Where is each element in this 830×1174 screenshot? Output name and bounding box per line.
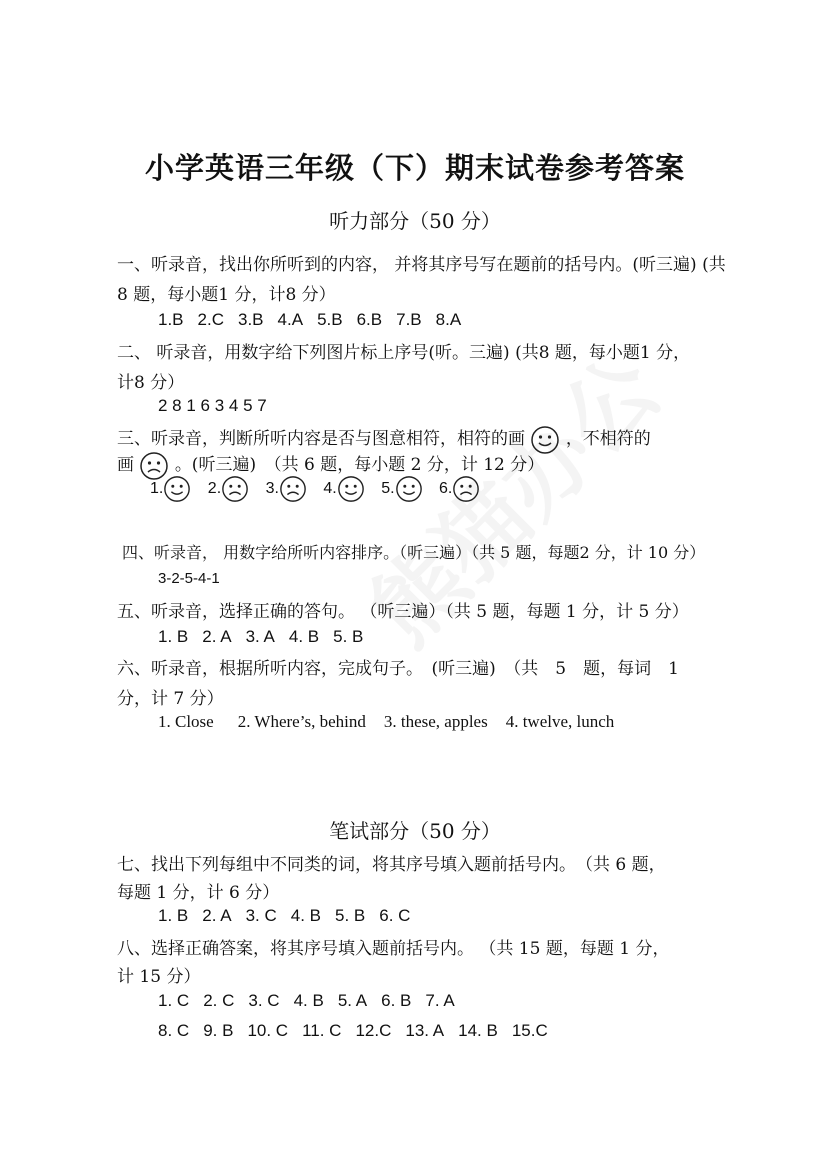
q3-answer-5	[381, 475, 422, 503]
q3-answers	[150, 475, 492, 503]
answer: 1. C	[158, 991, 190, 1010]
answer: 3. these, apples	[383, 712, 488, 731]
smiley-face-icon	[163, 475, 191, 503]
q3-answer-4	[323, 475, 364, 503]
answer: 15.C	[511, 1021, 548, 1040]
answer: 14. B	[458, 1021, 498, 1040]
q8-answers-row1	[158, 991, 469, 1011]
answer: 1. Close	[158, 712, 214, 731]
q1-instruction-line1: 一、听录音，找出你所听到的内容， 并将其序号写在题前的括号内。(听三遍) (共	[117, 255, 726, 275]
q5-answers	[158, 627, 377, 647]
answer: 10. C	[247, 1021, 289, 1040]
answer: 6. C	[379, 906, 411, 925]
listening-heading: 听力部分（50 分）	[329, 209, 501, 233]
answer-number: 1.	[150, 480, 164, 497]
answer-number: 4.	[323, 480, 337, 497]
q3-text-b: ，不相符的	[565, 429, 651, 449]
q6-instruction-line1: 六、听录音，根据所听内容，完成句子。 (听三遍) （共 5 题，每词 1	[117, 659, 679, 679]
answer: 7.B	[396, 310, 422, 329]
q3-answer-3	[266, 475, 307, 503]
q7-answers	[158, 906, 424, 926]
smiley-face-icon	[337, 475, 365, 503]
q3-answer-2	[208, 475, 249, 503]
q7-instruction-line2: 每题 1 分，计 6 分）	[117, 883, 280, 903]
answer: 4. B	[293, 991, 324, 1010]
answer: 5. B	[333, 627, 364, 646]
answer-number: 6.	[438, 480, 453, 497]
answer: 1.B	[158, 310, 184, 329]
q7-instruction-line1: 七、找出下列每组中不同类的词，将其序号填入题前括号内。 （共 6 题，	[117, 855, 666, 875]
sad-face-icon	[452, 475, 480, 503]
answer: 5.B	[317, 310, 343, 329]
q6-answers	[158, 712, 614, 732]
answer: 6. B	[381, 991, 412, 1010]
q2-instruction-line1: 二、 听录音，用数字给下列图片标上序号(听。三遍) (共8 题，每小题1 分，	[117, 343, 691, 363]
answer: 2.C	[197, 310, 224, 329]
answer-number: 2.	[207, 480, 222, 497]
q3-answer-1	[150, 475, 191, 503]
answer: 8. C	[158, 1021, 190, 1040]
sad-face-icon	[221, 475, 249, 503]
q4-instruction-line1: 四、听录音， 用数字给所听内容排序。（听三遍）（共 5 题，每题2 分，计 10 分）	[122, 543, 706, 562]
answer: 13. A	[405, 1021, 445, 1040]
answer: 4. twelve, lunch	[505, 712, 615, 731]
page-title: 小学英语三年级（下）期末试卷参考答案	[144, 151, 685, 185]
answer: 5. B	[335, 906, 366, 925]
answer: 3. C	[245, 906, 277, 925]
q6-instruction-line2: 分，计 7 分）	[117, 689, 224, 709]
answer: 4. B	[290, 906, 321, 925]
q8-instruction-line1: 八、选择正确答案，将其序号填入题前括号内。 （共 15 题，每题 1 分，	[117, 939, 670, 959]
answer: 12.C	[355, 1021, 392, 1040]
answer: 2. C	[203, 991, 235, 1010]
q3-text-a: 三、听录音，判断所听内容是否与图意相符，相符的画	[117, 429, 525, 449]
q3-answer-6	[439, 475, 480, 503]
writing-heading: 笔试部分（50 分）	[329, 819, 501, 843]
answer: 2. A	[202, 906, 232, 925]
smiley-face-icon	[395, 475, 423, 503]
q8-answers-row2	[158, 1021, 562, 1041]
q1-instruction-line2: 8 题，每小题1 分，计8 分）	[117, 285, 336, 305]
q4-answer: 3-2-5-4-1	[158, 570, 220, 587]
answer: 1. B	[158, 627, 189, 646]
q5-instruction-line1: 五、听录音，选择正确的答句。 （听三遍）（共 5 题，每题 1 分，计 5 分）	[117, 602, 689, 622]
answer-number: 5.	[381, 480, 395, 497]
answer: 2. A	[202, 627, 232, 646]
q3-text-d: 。(听三遍) （共 6 题，每小题 2 分，计 12 分）	[174, 455, 545, 475]
answer-number: 3.	[265, 480, 279, 497]
answer: 7. A	[425, 991, 455, 1010]
q2-instruction-line2: 计8 分）	[117, 373, 185, 393]
answer: 8.A	[435, 310, 462, 329]
answer: 6.B	[356, 310, 383, 329]
answer: 3.B	[238, 310, 264, 329]
q1-answers	[158, 310, 475, 330]
answer: 2. Where’s, behind	[237, 712, 366, 731]
q8-instruction-line2: 计 15 分）	[117, 967, 201, 987]
answer: 3. C	[248, 991, 280, 1010]
answer: 4.A	[277, 310, 304, 329]
answer: 1. B	[158, 906, 189, 925]
answer: 3. A	[245, 627, 275, 646]
answer: 5. A	[337, 991, 368, 1010]
answer: 11. C	[302, 1021, 342, 1040]
answer: 9. B	[203, 1021, 234, 1040]
q3-text-c: 画	[117, 455, 134, 475]
q2-answer: 2 8 1 6 3 4 5 7	[158, 396, 267, 415]
answer: 4. B	[288, 627, 320, 646]
sad-face-icon	[279, 475, 307, 503]
